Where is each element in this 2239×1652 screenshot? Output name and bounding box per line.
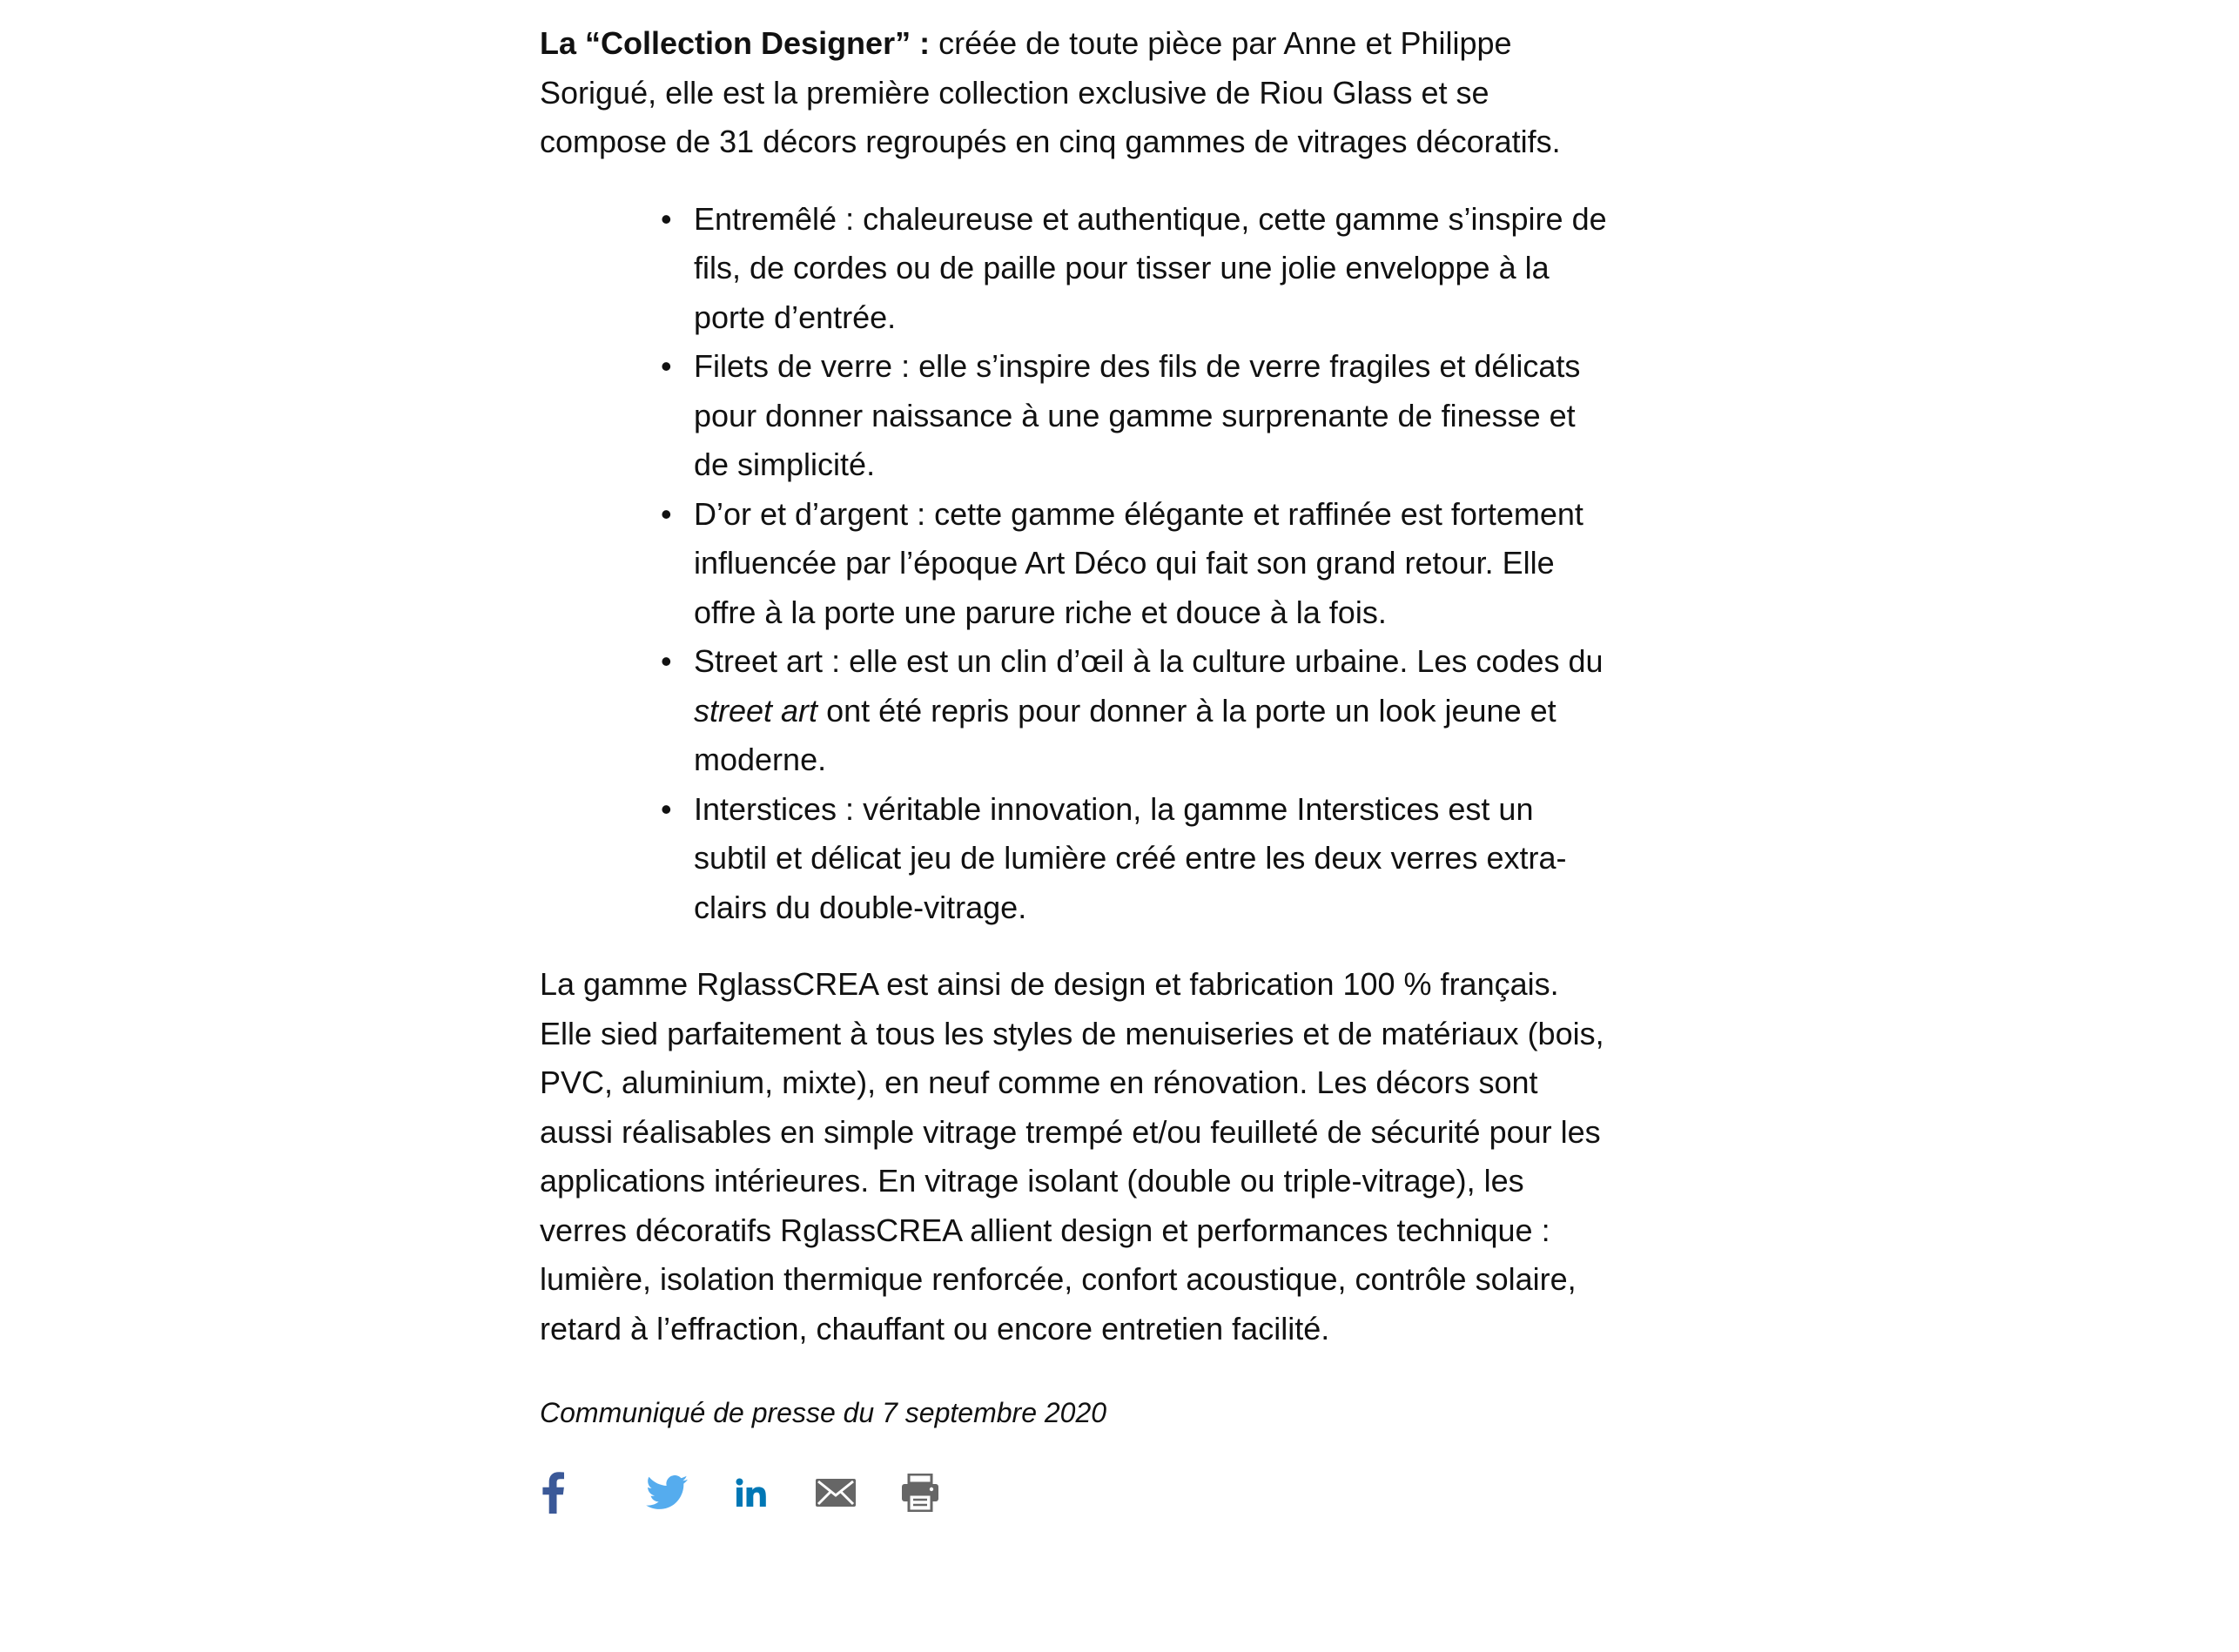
email-icon[interactable] <box>793 1467 877 1519</box>
range-text: D’or et d’argent : cette gamme élégante et raffinée est fortement influencée par l’époque Art Déco qui fait son grand retour. Elle offre à la porte une parure riche et douce à la fois. <box>694 495 1583 630</box>
ranges-list <box>540 195 1610 933</box>
range-text: Interstices : véritable innovation, la gamme Interstices est un subtil et délicat jeu de lumière créé entre les deux verres extra-clairs du double-vitrage. <box>694 790 1567 925</box>
facebook-icon[interactable] <box>540 1467 576 1519</box>
intro-text: créée de toute pièce par Anne et Philippe Sorigué, elle est la première collection exclusive de Riou Glass et se compose de 31 décors regroupés en cinq gammes de vitrages décoratifs. <box>540 25 1561 159</box>
list-item: • D’or et d’argent : cette gamme élégante et raffinée est fortement influencée par l’époque Art Déco qui fait son grand retour. Elle offre à la porte une parure riche et douce à la fois. <box>661 495 1583 630</box>
range-text: Entremêlé : chaleureuse et authentique, cette gamme s’inspire de fils, de cordes ou de paille pour tisser une jolie enveloppe à la porte d’entrée. <box>694 200 1607 335</box>
intro-paragraph <box>540 19 1610 167</box>
intro-bold-lead: La “Collection Designer” : <box>540 25 931 61</box>
range-italic: street art <box>694 692 818 729</box>
print-icon[interactable] <box>877 1467 962 1519</box>
article-content <box>540 19 1610 1519</box>
list-item: • Street art : elle est un clin d’œil à la culture urbaine. Les codes du street art ont été repris pour donner à la porte un look jeune et moderne. <box>661 643 1604 777</box>
range-text: Street art : elle est un clin d’œil à la culture urbaine. Les codes du <box>694 643 1604 679</box>
range-text: Filets de verre : elle s’inspire des fils de verre fragiles et délicats pour donner naissance à une gamme surprenante de finesse et de simplicité. <box>694 348 1581 482</box>
body-paragraph: La gamme RglassCREA est ainsi de design et fabrication 100 % français. Elle sied parfaitement à tous les styles de menuiseries et de matériaux (bois, PVC, aluminium, mixte), en neuf comme en rénovation. Les décors sont aussi réalisables en simple vitrage trempé et/ou feuilleté de sécurité pour les applications intérieures. En vitrage isolant (double ou triple-vitrage), les verres décoratifs RglassCREA allient design et performances technique : lumière, isolation thermique renforcée, confort acoustique, contrôle solaire, retard à l’effraction, chauffant ou encore entretien facilité. <box>540 966 1604 1346</box>
share-bar <box>540 1467 1610 1519</box>
twitter-icon[interactable] <box>624 1467 709 1519</box>
linkedin-icon[interactable] <box>709 1467 793 1519</box>
press-release-caption: Communiqué de presse du 7 septembre 2020 <box>540 1397 1107 1428</box>
list-item: • Filets de verre : elle s’inspire des fils de verre fragiles et délicats pour donner naissance à une gamme surprenante de finesse et de simplicité. <box>661 348 1581 482</box>
list-item: • Interstices : véritable innovation, la gamme Interstices est un subtil et délicat jeu de lumière créé entre les deux verres extra-clairs du double-vitrage. <box>661 790 1567 925</box>
range-text: ont été repris pour donner à la porte un look jeune et moderne. <box>694 692 1557 777</box>
list-item: • Entremêlé : chaleureuse et authentique, cette gamme s’inspire de fils, de cordes ou de paille pour tisser une jolie enveloppe à la porte d’entrée. <box>661 200 1607 335</box>
